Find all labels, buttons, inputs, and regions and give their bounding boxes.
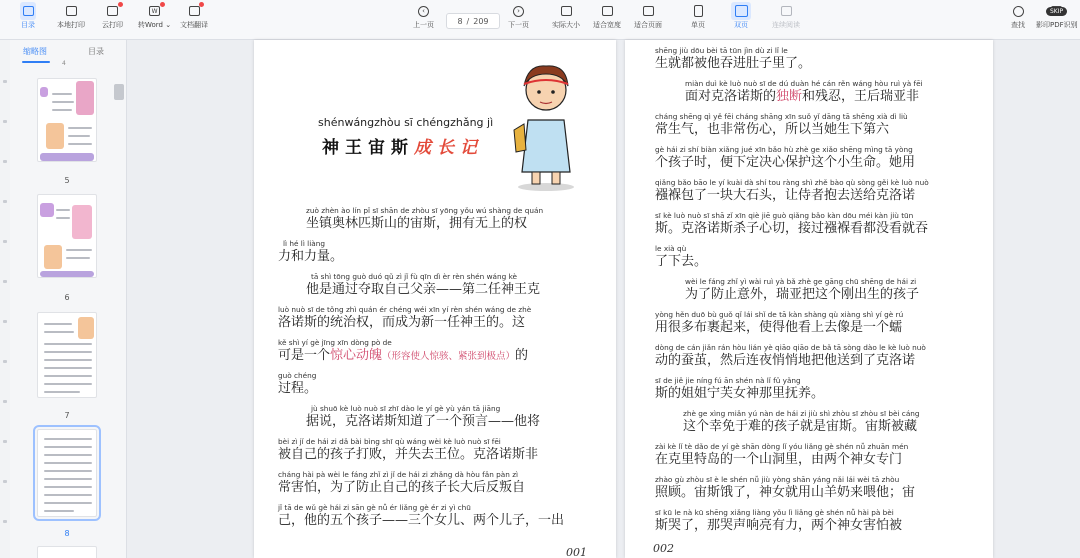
catalog-icon bbox=[20, 2, 36, 20]
page-thumbnail-5[interactable] bbox=[37, 78, 97, 162]
page-title bbox=[322, 133, 483, 158]
text-line: 动的蚕茧，然后连夜悄悄地把他送到了克洛诺 bbox=[655, 353, 916, 368]
cloud-printer-icon bbox=[105, 2, 121, 20]
word-icon: W bbox=[147, 2, 163, 20]
thumbnail-number: 4 bbox=[62, 60, 66, 67]
notification-dot bbox=[199, 2, 204, 7]
active-tab-indicator bbox=[22, 61, 50, 63]
search-icon bbox=[1010, 2, 1026, 20]
page-separator: / bbox=[466, 16, 470, 26]
pinyin-line: le xià qù bbox=[655, 244, 687, 253]
left-icon-rail bbox=[0, 40, 10, 558]
pinyin-line: yòng hěn duō bù guǒ qǐ lái shǐ de tā kàn shàng qù xiàng shì yí gè rú bbox=[655, 310, 904, 319]
sidebar-tabs bbox=[10, 44, 127, 64]
text-line: 为了防止意外，瑞亚把这个刚出生的孩子 bbox=[685, 287, 920, 302]
page-thumbnail-9[interactable] bbox=[37, 546, 97, 558]
double-page-label: 双页 bbox=[734, 21, 748, 29]
search-button[interactable] bbox=[1010, 2, 1026, 30]
text-line: 在克里特岛的一个山洞里，由两个神女专门 bbox=[655, 452, 903, 467]
text-line: 己，他的五个孩子——三个女儿、两个儿子，一出 bbox=[278, 513, 565, 528]
text-line: 了下去。 bbox=[655, 254, 708, 269]
thumbnail-number: 8 bbox=[64, 529, 70, 538]
text-line: 力和力量。 bbox=[278, 249, 344, 264]
actual-size-button[interactable] bbox=[552, 2, 580, 30]
pinyin-line: gè hái zi shí biàn xiǎng jué xīn bǎo hù zhè ge xiǎo shēng mìng tā yòng bbox=[655, 145, 913, 154]
thumbnail-number: 6 bbox=[64, 293, 70, 302]
tab-catalog[interactable]: 目录 bbox=[88, 47, 104, 56]
pinyin-line: miàn duì kè luò nuò sī de dú duàn hé cán rěn wáng hòu ruì yà fēi bbox=[685, 79, 923, 88]
thumbnail-number: 7 bbox=[64, 411, 70, 420]
text-line: 生就都被他吞进肚子里了。 bbox=[655, 56, 812, 71]
tab-thumbnails[interactable]: 缩略图 bbox=[23, 47, 47, 56]
annotation-note: （形容使人惊骇、紧张到极点） bbox=[382, 351, 516, 362]
text-line: 他是通过夺取自己父亲——第二任神王克 bbox=[306, 282, 541, 297]
page-thumbnail-7[interactable] bbox=[37, 312, 97, 398]
actual-size-icon bbox=[558, 2, 574, 20]
prev-arrow-icon: ‹ bbox=[416, 2, 432, 20]
to-word-label: 转Word ⌄ bbox=[138, 21, 172, 29]
text-line: 常生气，也非常伤心，所以当她生下第六 bbox=[655, 122, 890, 137]
pinyin-line: sī kè luò nuò sī shā zǐ xīn qiè jiē guò qiǎng bǎo kàn dōu méi kàn jiù tūn bbox=[655, 211, 914, 220]
highlight-word: 惊心动魄 bbox=[330, 348, 383, 363]
pinyin-line: sī kū le nà kū shēng xiǎng liàng yǒu lì liǎng gè shén nǚ hài pà bèi bbox=[655, 508, 894, 517]
fit-width-icon bbox=[599, 2, 615, 20]
text-line: 洛诺斯的统治权，而成为新一任神王的。这 bbox=[278, 315, 526, 330]
page-total: 209 bbox=[473, 16, 489, 26]
text-line: 被自己的孩子打败，并失去王位。克洛诺斯非 bbox=[278, 447, 539, 462]
text-line: 可是一个惊心动魄（形容使人惊骇、紧张到极点）的 bbox=[278, 348, 529, 363]
text-line: 面对克洛诺斯的独断和残忍，王后瑞亚非 bbox=[685, 89, 920, 104]
single-page-icon bbox=[690, 2, 706, 20]
continuous-read-button[interactable] bbox=[772, 2, 800, 30]
pdf-ocr-label: 影印PDF识别 bbox=[1036, 21, 1078, 29]
page-number: 002 bbox=[653, 542, 674, 555]
continuous-read-label: 连续阅读 bbox=[772, 21, 800, 29]
double-page-button[interactable] bbox=[731, 2, 751, 30]
notification-dot bbox=[118, 2, 123, 7]
actual-size-label: 实际大小 bbox=[552, 21, 580, 29]
scrollbar-handle[interactable] bbox=[114, 84, 124, 100]
right-page bbox=[625, 40, 993, 558]
pinyin-line: zuò zhèn ào lín pǐ sī shān de zhòu sī yōng yǒu wú shàng de quán bbox=[306, 206, 544, 215]
text-line: 这个幸免于难的孩子就是宙斯。宙斯被藏 bbox=[683, 419, 918, 434]
pinyin-line: shēng jiù dōu bèi tā tūn jìn dù zi lǐ le bbox=[655, 46, 788, 55]
notification-dot bbox=[160, 2, 165, 7]
current-page-input[interactable]: 8 bbox=[457, 16, 463, 26]
catalog-label: 目录 bbox=[21, 21, 35, 29]
page-counter[interactable] bbox=[446, 13, 500, 29]
catalog-button[interactable] bbox=[20, 2, 36, 30]
double-page-icon bbox=[731, 2, 751, 20]
single-page-label: 单页 bbox=[691, 21, 705, 29]
fit-width-button[interactable] bbox=[593, 2, 621, 30]
text-line: 过程。 bbox=[278, 381, 318, 396]
skip-badge: SKIP bbox=[1046, 7, 1067, 16]
pinyin-line: cháng shēng qì yě fēi cháng shāng xīn suǒ yǐ dāng tā shēng xià dì liù bbox=[655, 112, 908, 121]
pinyin-line: wèi le fáng zhǐ yì wài ruì yà bǎ zhè ge gāng chū shēng de hái zi bbox=[685, 277, 917, 286]
pinyin-line: cháng hài pà wèi le fáng zhǐ zì jǐ de hái zi zhǎng dà hòu fǎn pàn zì bbox=[278, 470, 519, 479]
thumbnail-sidebar bbox=[10, 40, 127, 558]
prev-page-label: 上一页 bbox=[413, 21, 434, 29]
fit-page-button[interactable] bbox=[634, 2, 662, 30]
prev-page-button[interactable] bbox=[413, 2, 434, 30]
pinyin-line: jù shuō kè luò nuò sī zhī dào le yí gè yù yán tā jiāng bbox=[311, 404, 501, 413]
next-arrow-icon: › bbox=[511, 2, 527, 20]
next-page-button[interactable] bbox=[508, 2, 529, 30]
text-line: 常害怕，为了防止自己的孩子长大后反叛自 bbox=[278, 480, 526, 495]
pinyin-line: guò chéng bbox=[278, 371, 317, 380]
local-print-label: 本地打印 bbox=[57, 21, 85, 29]
pinyin-line: zhè ge xìng miǎn yú nàn de hái zi jiù shì zhòu sī zhòu sī bèi cáng bbox=[683, 409, 920, 418]
text-line: 据说，克洛诺斯知道了一个预言——他将 bbox=[306, 414, 541, 429]
toolbar bbox=[0, 0, 1080, 40]
document-viewer bbox=[127, 40, 1080, 558]
fit-width-label: 适合宽度 bbox=[593, 21, 621, 29]
printer-icon bbox=[63, 2, 79, 20]
translate-icon bbox=[186, 2, 202, 20]
text-line: 斯哭了，那哭声响亮有力，两个神女害怕被 bbox=[655, 518, 903, 533]
next-page-label: 下一页 bbox=[508, 21, 529, 29]
pinyin-line: dòng de cán jiǎn rán hòu lián yè qiāo qiāo de bǎ tā sòng dào le kè luò nuò bbox=[655, 343, 926, 352]
single-page-button[interactable] bbox=[690, 2, 706, 30]
search-label: 查找 bbox=[1011, 21, 1025, 29]
pinyin-line: tā shì tōng guò duó qǔ zì jǐ fù qīn dì èr rèn shén wáng kè bbox=[311, 272, 518, 281]
pinyin-line: kě shì yí gè jīng xīn dòng pò de bbox=[278, 338, 392, 347]
left-page bbox=[254, 40, 616, 558]
local-print-button[interactable] bbox=[57, 2, 85, 30]
thumbnail-number: 5 bbox=[64, 176, 70, 185]
text-line: 照顾。宙斯饿了，神女就用山羊奶来喂他；宙 bbox=[655, 485, 916, 500]
title-pinyin: shénwángzhòu sī chéngzhǎng jì bbox=[318, 116, 494, 129]
pinyin-line: qiǎng bǎo bāo le yí kuài dà shí tou ràng shì zhě bào qù sòng gěi kè luò nuò bbox=[655, 178, 929, 187]
pinyin-line: zài kè lǐ tè dǎo de yí gè shān dòng lǐ yóu liǎng gè shén nǚ zhuān mén bbox=[655, 442, 909, 451]
fit-page-label: 适合页面 bbox=[634, 21, 662, 29]
to-word-button[interactable] bbox=[138, 2, 171, 30]
pinyin-line: bèi zì jǐ de hái zi dǎ bài bìng shī qù wáng wèi kè luò nuò sī fēi bbox=[278, 437, 501, 446]
page-thumbnail-8[interactable] bbox=[37, 429, 97, 517]
translate-button[interactable] bbox=[180, 2, 208, 30]
zeus-illustration bbox=[506, 60, 586, 192]
pinyin-line: sī de jiě jie níng fú ān shén nà lǐ fǔ yǎng bbox=[655, 376, 801, 385]
text-line: 襁褓包了一块大石头，让侍者抱去送给克洛诺 bbox=[655, 188, 916, 203]
text-line: 用很多布裹起来，使得他看上去像是一个蠕 bbox=[655, 320, 903, 335]
text-line: 坐镇奥林匹斯山的宙斯，拥有无上的权 bbox=[306, 216, 528, 231]
cloud-print-label: 云打印 bbox=[102, 21, 123, 29]
page-number: 001 bbox=[566, 546, 587, 558]
continuous-read-icon bbox=[778, 2, 794, 20]
title-text: 神王宙斯 bbox=[322, 138, 414, 158]
page-thumbnail-6[interactable] bbox=[37, 194, 97, 278]
pinyin-line: jǐ tā de wǔ gè hái zi sān gè nǚ ér liǎng gè ér zi yì chū bbox=[278, 503, 471, 512]
fit-page-icon bbox=[640, 2, 656, 20]
title-accent: 成长记 bbox=[414, 138, 483, 158]
pinyin-line: lì hé lì liàng bbox=[283, 239, 325, 248]
highlight-word: 独断 bbox=[776, 89, 803, 104]
text-line: 个孩子时，便下定决心保护这个小生命。她用 bbox=[655, 155, 916, 170]
cloud-print-button[interactable] bbox=[102, 2, 123, 30]
text-line: 斯的姐姐宁芙女神那里抚养。 bbox=[655, 386, 825, 401]
text-line: 斯。克洛诺斯杀子心切，接过襁褓看都没看就吞 bbox=[655, 221, 929, 236]
pinyin-line: luò nuò sī de tǒng zhì quán ér chéng wéi xīn yí rèn shén wáng de zhè bbox=[278, 305, 532, 314]
translate-label: 文档翻译 bbox=[180, 21, 208, 29]
pinyin-line: zhào gù zhòu sī è le shén nǚ jiù yòng shān yáng nǎi lái wèi tā zhòu bbox=[655, 475, 900, 484]
